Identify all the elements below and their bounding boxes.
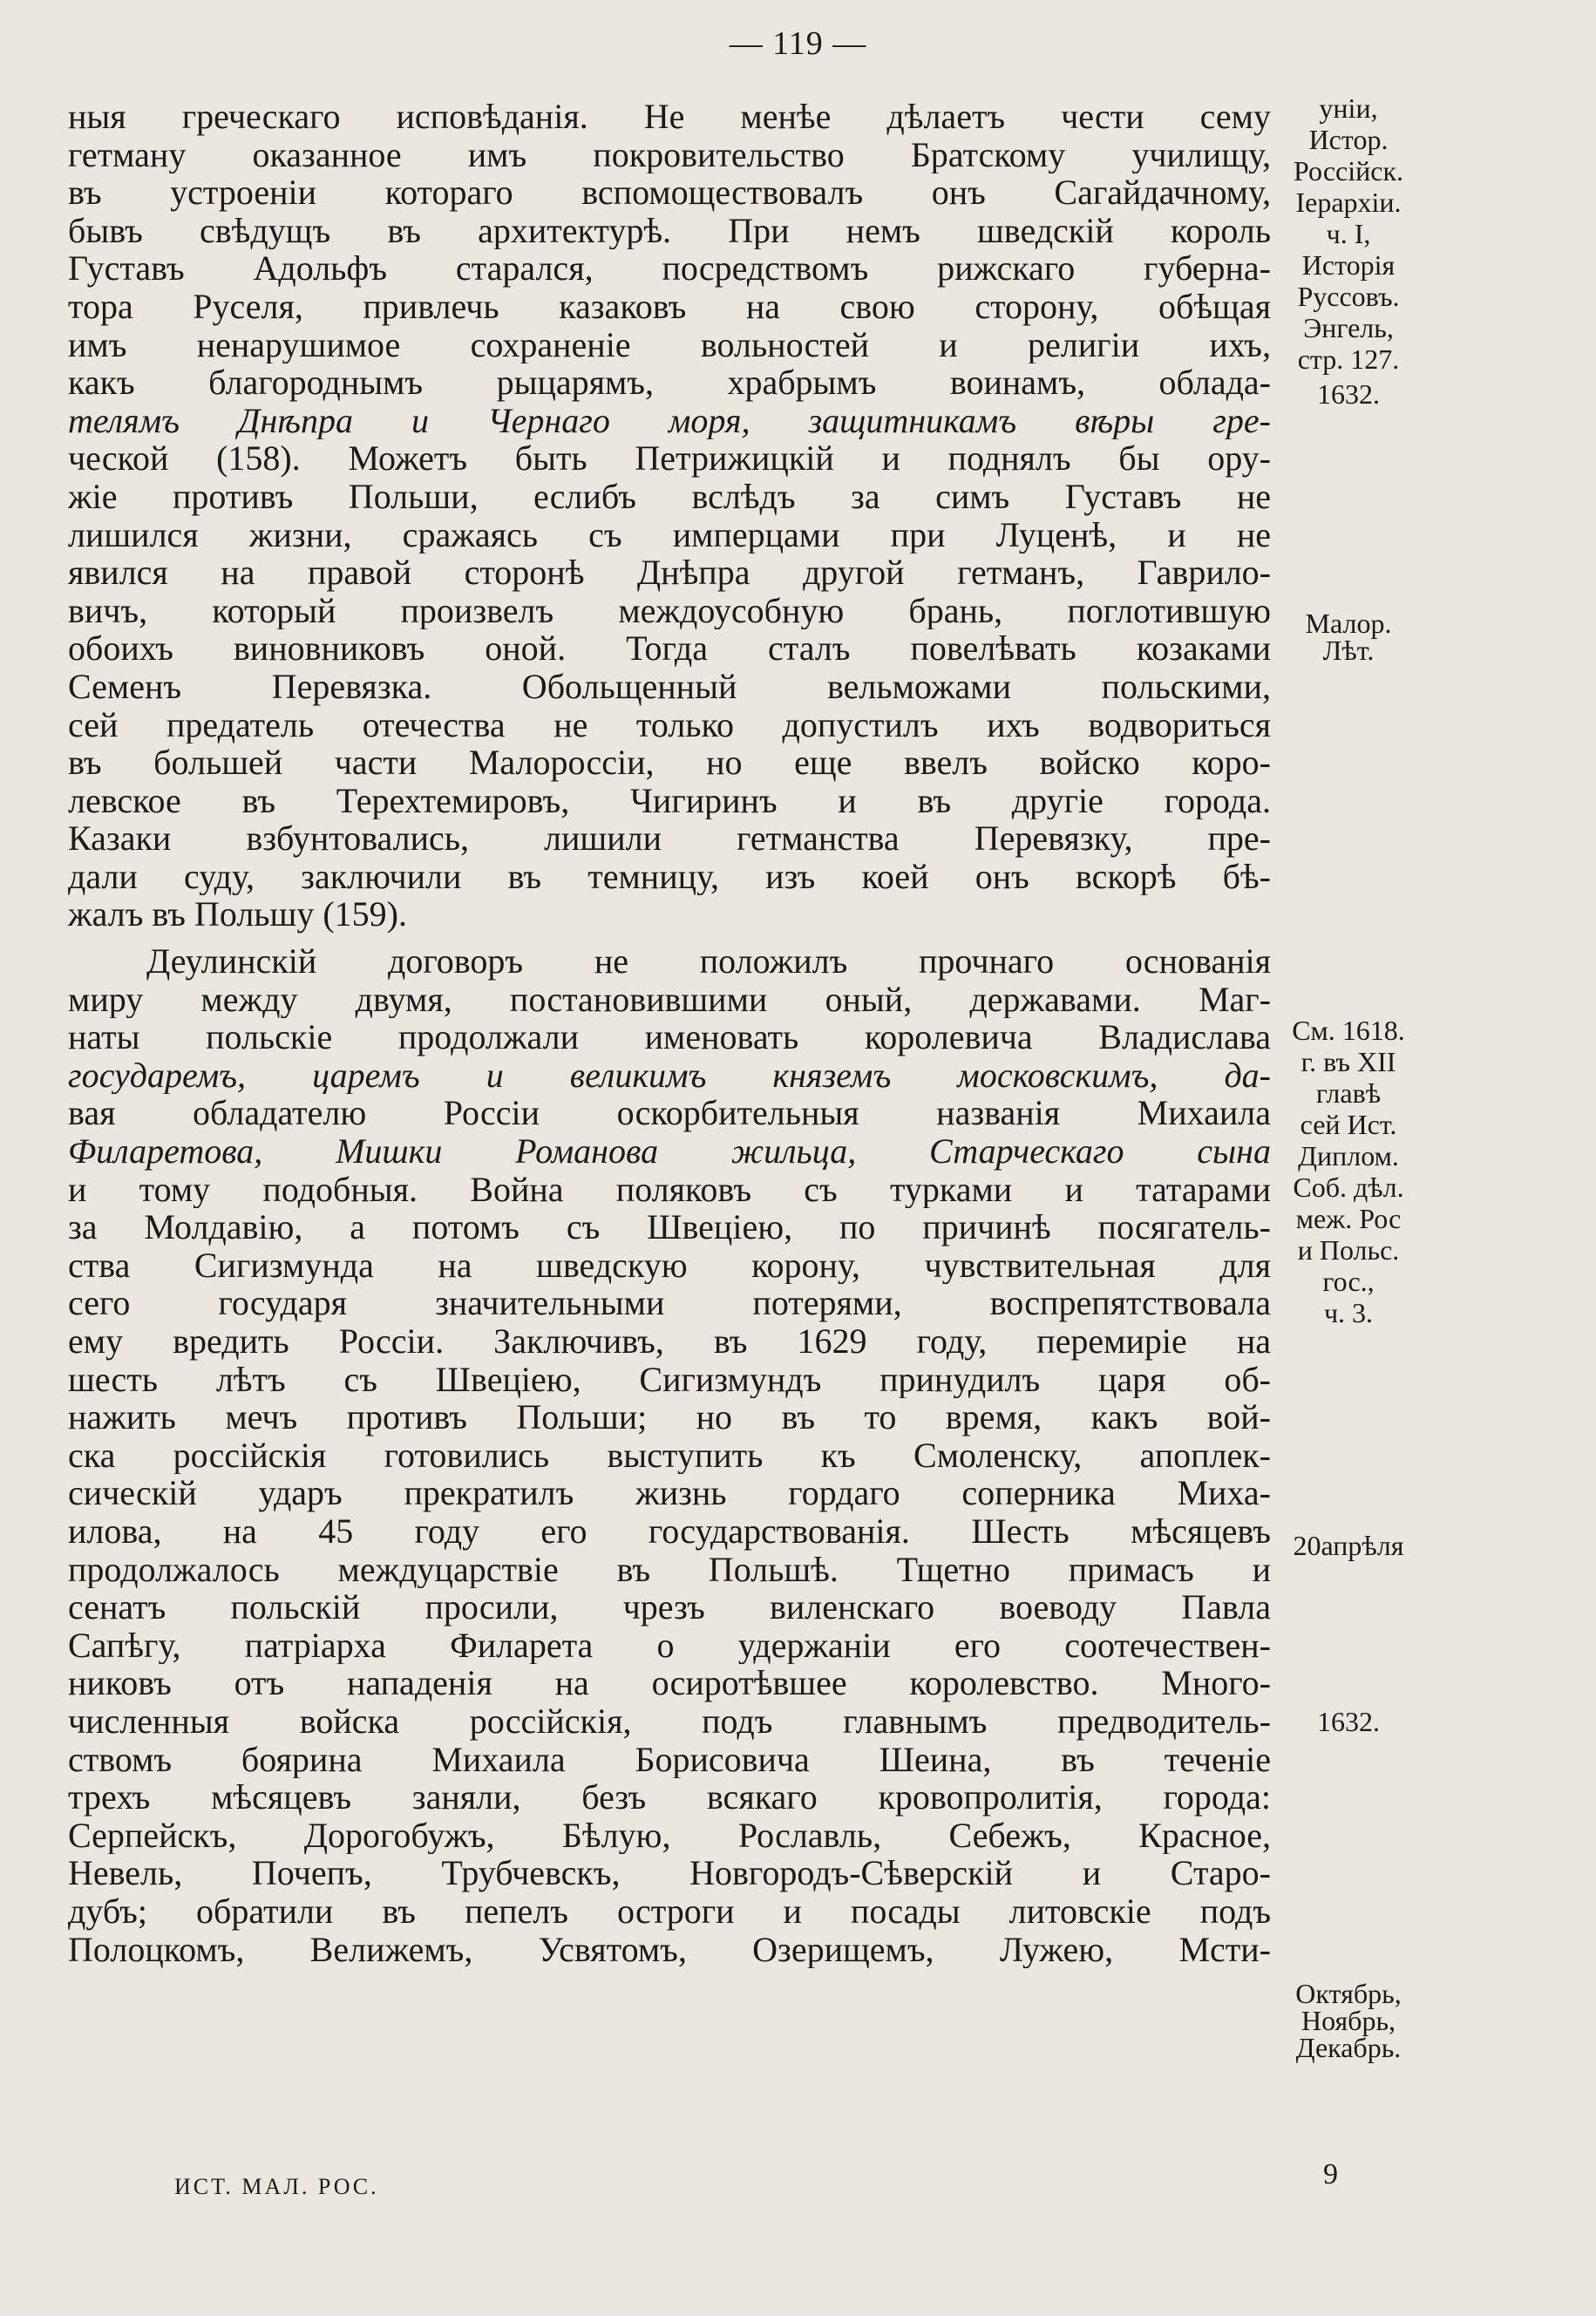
text-line: сенатъ польскій просили, чрезъ виленскаго воеводу Павла — [68, 1588, 1271, 1627]
text-line: Густавъ Адольфъ старался, посредствомъ рижскаго губерна- — [68, 249, 1271, 288]
text-line: Сапѣгу, патріарха Филарета о удержаніи его соотечествен- — [68, 1626, 1271, 1665]
text-line: явился на правой сторонѣ Днѣпра другой гетманъ, Гаврило- — [68, 554, 1271, 592]
margin-note-line: Диплом. — [1298, 1140, 1399, 1172]
text-line: продолжалось междуцарствіе въ Польшѣ. Тщетно примасъ и — [68, 1550, 1271, 1589]
margin-note-line: меж. Рос — [1295, 1203, 1402, 1234]
margin-note-line: Россійск. — [1294, 155, 1403, 187]
signature-mark: ИСТ. МАЛ. РОС. — [174, 2174, 379, 2199]
margin-note — [1274, 1980, 1423, 2061]
text-line: ства Сигизмунда на шведскую корону, чувствительная для — [68, 1246, 1271, 1285]
text-line: лишился жизни, сражаясь съ имперцами при Луценѣ, и не — [68, 515, 1271, 554]
text-line: Филаретова, Мишки Романова жильца, Старческаго сына — [68, 1132, 1271, 1171]
margin-note-line: ч. 3. — [1323, 1297, 1374, 1328]
margin-note-line: стр. 127. — [1297, 343, 1400, 375]
text-line: гетману оказанное имъ покровительство Братскому училищу, — [68, 135, 1271, 174]
text-line: жалъ въ Польшу (159). — [68, 895, 407, 934]
text-line: трехъ мѣсяцевъ заняли, безъ всякаго кровопролитія, города: — [68, 1778, 1271, 1817]
text-line: ныя греческаго исповѣданія. Не менѣе дѣлаетъ чести сему — [68, 98, 1271, 136]
text-line: за Молдавію, а потомъ съ Швеціею, по причинѣ посягатель- — [68, 1208, 1271, 1246]
margin-note-line: уніи, — [1319, 92, 1378, 124]
page-number: — 119 — — [729, 25, 867, 62]
text-line: въ устроеніи котораго вспомоществовалъ онъ Сагайдачному, — [68, 173, 1271, 212]
text-line: въ большей части Малороссіи, но еще ввелъ войско коро- — [68, 744, 1271, 782]
margin-note — [1274, 610, 1423, 664]
margin-note-line: сей Ист. — [1300, 1109, 1397, 1140]
text-line: никовъ отъ нападенія на осиротѣвшее королевство. Много- — [68, 1664, 1271, 1702]
text-line: Невель, Почепъ, Трубчевскъ, Новгородъ-Сѣверскій и Старо- — [68, 1854, 1271, 1892]
margin-note-line: Малор. — [1305, 608, 1392, 639]
text-line: Полоцкомъ, Велижемъ, Усвятомъ, Озерищемъ, Лужею, Мсти- — [68, 1930, 1271, 1969]
margin-note-line: Истор. — [1308, 124, 1389, 155]
margin-note-line: 1632. — [1317, 378, 1380, 410]
text-line: Казаки взбунтовались, лишили гетманства Перевязку, пре- — [68, 819, 1271, 858]
text-line: жіе противъ Польши, еслибъ вслѣдъ за симъ Густавъ не — [68, 477, 1271, 516]
text-line: вичъ, который произвелъ междоусобную брань, поглотившую — [68, 591, 1271, 630]
text-line: Серпейскъ, Дорогобужъ, Бѣлую, Рославль, Себежъ, Красное, — [68, 1816, 1271, 1855]
margin-note-line: 20апрѣля — [1293, 1530, 1404, 1561]
text-line: Деулинскій договоръ не положилъ прочнаго основанія — [146, 942, 1271, 981]
text-line: государемъ, царемъ и великимъ княземъ московскимъ, да- — [68, 1056, 1271, 1095]
text-line: шесть лѣтъ съ Швеціею, Сигизмундъ принудилъ царя об- — [68, 1360, 1271, 1399]
margin-note-line: гос., — [1322, 1266, 1375, 1297]
margin-note-line: Исторія — [1301, 249, 1396, 281]
margin-note — [1274, 92, 1423, 413]
text-line: ему вредить Россіи. Заключивъ, въ 1629 году, перемиріе на — [68, 1322, 1271, 1361]
margin-note-line: Іерархіи. — [1295, 187, 1402, 218]
text-line: имъ ненарушимое сохраненіе вольностей и религіи ихъ, — [68, 325, 1271, 364]
text-line: тора Руселя, привлечь казаковъ на свою сторону, обѣщая — [68, 287, 1271, 326]
text-line: телямъ Днѣпра и Чернаго моря, защитникамъ вѣры гре- — [68, 401, 1271, 440]
text-line: дубъ; обратили въ пепелъ остроги и посады литовскіе подъ — [68, 1892, 1271, 1931]
text-line: какъ благороднымъ рыцарямъ, храбрымъ воинамъ, облада- — [68, 363, 1271, 402]
text-line: Семенъ Перевязка. Обольщенный вельможами польскими, — [68, 667, 1271, 706]
margin-note — [1274, 1527, 1423, 1566]
text-line: сей предатель отечества не только допустилъ ихъ водвориться — [68, 705, 1271, 744]
margin-note-line: Лѣт. — [1322, 635, 1375, 666]
text-line: бывъ свѣдущъ въ архитектурѣ. При немъ шведскій король — [68, 211, 1271, 250]
text-line: дали суду, заключили въ темницу, изъ коей онъ вскорѣ бѣ- — [68, 857, 1271, 896]
text-line: и тому подобныя. Война поляковъ съ турками и татарами — [68, 1170, 1271, 1209]
main-text-column — [68, 98, 1271, 1968]
text-line: обоихъ виновниковъ оной. Тогда сталъ повелѣвать козаками — [68, 629, 1271, 668]
margin-note-line: Декабрь. — [1295, 2032, 1402, 2063]
margin-note-line: Ноябрь, — [1301, 2005, 1396, 2036]
margin-note-line: главѣ — [1315, 1077, 1382, 1109]
margin-note-line: г. въ XII — [1301, 1046, 1396, 1077]
sheet-number: 9 — [1323, 2158, 1338, 2190]
text-line: левское въ Терехтемировъ, Чигиринъ и въ другіе города. — [68, 781, 1271, 820]
margin-note-line: Энгель, — [1303, 312, 1394, 343]
text-line: ческой (158). Можетъ быть Петрижицкій и поднялъ бы ору- — [68, 439, 1271, 478]
margin-note-line: Октябрь, — [1295, 1978, 1402, 2009]
text-line: нажить мечъ противъ Польши; но въ то время, какъ вой- — [68, 1398, 1271, 1436]
text-line: ска россійскія готовились выступить къ Смоленску, апоплек- — [68, 1436, 1271, 1475]
margin-note-line: См. 1618. — [1292, 1015, 1405, 1046]
margin-note-line: Руссовъ. — [1297, 281, 1400, 312]
margin-note — [1274, 1703, 1423, 1742]
text-line: сего государя значительными потерями, воспрепятствовала — [68, 1284, 1271, 1322]
margin-note-line: 1632. — [1317, 1706, 1380, 1737]
text-line: вая обладателю Россіи оскорбительныя названія Михаила — [68, 1094, 1271, 1133]
margin-note-line: и Польс. — [1297, 1234, 1400, 1266]
text-line: ствомъ боярина Михаила Борисовича Шеина, въ теченіе — [68, 1740, 1271, 1779]
margin-note-line: Соб. дѣл. — [1293, 1172, 1404, 1203]
text-line: миру между двумя, постановившими оный, державами. Маг- — [68, 980, 1271, 1019]
margin-note-line: ч. I, — [1326, 218, 1371, 249]
text-line: численныя войска россійскія, подъ главнымъ предводитель- — [68, 1701, 1271, 1741]
text-line: илова, на 45 году его государствованія. Шесть мѣсяцевъ — [68, 1511, 1271, 1551]
text-line: наты польскіе продолжали именовать королевича Владислава — [68, 1018, 1271, 1056]
text-line: сическій ударъ прекратилъ жизнь гордаго соперника Миха- — [68, 1474, 1271, 1512]
margin-note — [1274, 1015, 1423, 1328]
